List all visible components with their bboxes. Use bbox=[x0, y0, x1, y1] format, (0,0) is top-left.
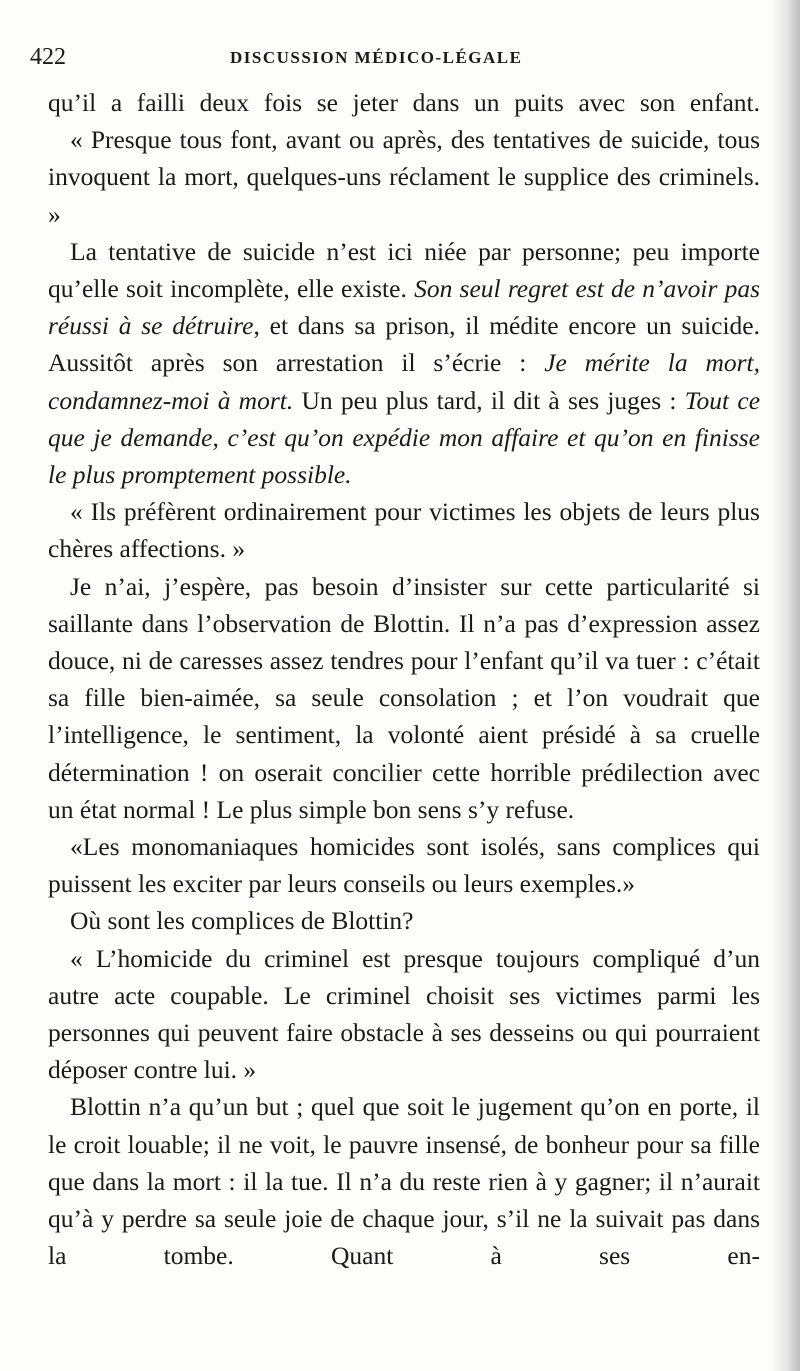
page-number: 422 bbox=[30, 44, 66, 70]
paragraph-particularite: Je n’ai, j’espère, pas besoin d’insister sur cette particularité si saillante dans l’observation de Blottin. Il n’a pas d’expression assez douce, ni de caresses assez tendres pour l’enfant qu’il va tuer : c’était sa fille bien-aimée, sa seule consolation ; et l’on voudrait que l’intelligence, le sentiment, la volonté aient présidé à sa cruelle détermination ! on oserait concilier cette horrible prédilection avec un état normal ! Le plus simple bon sens s’y refuse. bbox=[48, 571, 760, 824]
body-text bbox=[48, 84, 760, 1275]
paragraph-complices: Où sont les complices de Blottin? bbox=[70, 906, 414, 936]
paragraph-quote-suicide: « Presque tous font, avant ou après, des tentatives de suicide, tous invoquent la mort, quelques-uns réclament le supplice des criminels. » bbox=[48, 125, 760, 229]
page-edge-shadow bbox=[770, 0, 800, 1371]
running-head: DISCUSSION MÉDICO-LÉGALE bbox=[230, 48, 523, 67]
paragraph-quote-victimes: « Ils préfèrent ordinairement pour victimes les objets de leurs plus chères affections. » bbox=[48, 497, 760, 564]
paragraph-quote-homicide: « L’homicide du criminel est presque toujours compliqué d’un autre acte coupable. Le criminel choisit ses victimes parmi les personnes qui peuvent faire obstacle à ses desseins ou qui pourraient déposer contre lui. » bbox=[48, 943, 760, 1085]
paragraph-continuation: qu’il a failli deux fois se jeter dans un puits avec son enfant. bbox=[48, 88, 760, 117]
paragraph-but: Blottin n’a qu’un but ; quel que soit le jugement qu’on en porte, il le croit louable; il ne voit, le pauvre insensé, de bonheur pour sa fille que dans la mort : il la tue. Il n’a du reste rien à y gagner; il n’aurait qu’à y perdre sa seule joie de chaque jour, s’il ne la suivait pas dans la tombe. Quant à ses en- bbox=[48, 1092, 760, 1271]
page-header bbox=[30, 44, 760, 74]
paragraph-quote-isoles: «Les monomaniaques homicides sont isolés, sans complices qui puissent les exciter par leurs conseils ou leurs exemples.» bbox=[48, 832, 760, 899]
paragraph-tentative: La tentative de suicide n’est ici niée par personne; peu importe qu’elle soit incomplète, elle existe. Son seul regret est de n’avoir pas réussi à se détruire, et dans sa prison, il médite encore un suicide. Aussitôt après son arrestation il s’écrie : Je mérite la mort, condamnez-moi à mort. Un peu plus tard, il dit à ses juges : Tout ce que je demande, c’est qu’on expédie mon affaire et qu’on en finisse le plus promptement possible. bbox=[48, 236, 761, 490]
